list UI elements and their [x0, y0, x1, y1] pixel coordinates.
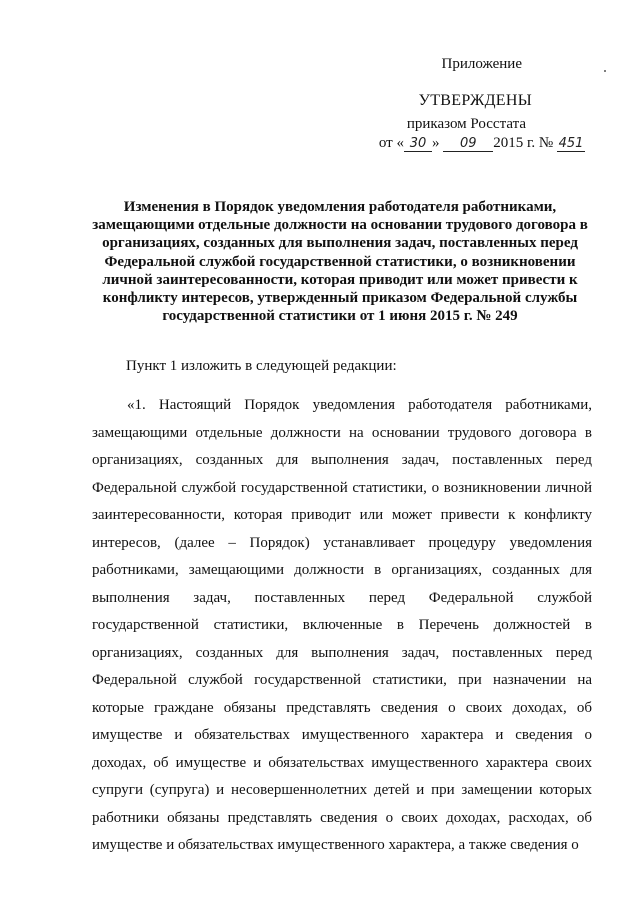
- date-mid: »: [431, 135, 440, 151]
- intro-paragraph: Пункт 1 изложить в следующей редакции:: [126, 358, 397, 374]
- handwritten-month: 09: [443, 137, 493, 152]
- date-year: 2015 г. №: [493, 135, 554, 151]
- document-title: Изменения в Порядок уведомления работодателя работниками, замещающими отдельные должности на основании трудового договора в организациях, созданных для выполнения задач, поставленных перед Федеральной службой государственной статистики, о возникновении личной заинтересованности, которая приводит или может привести к конфликту интересов, утвержденный приказом Федеральной службы государственной статистики от 1 июня 2015 г. № 249: [92, 199, 588, 325]
- date-prefix: от «: [378, 135, 404, 151]
- order-date-line: [379, 135, 585, 152]
- handwritten-order-number: 451: [558, 136, 584, 151]
- scan-speck: [604, 70, 606, 72]
- handwritten-day: 30: [404, 137, 432, 152]
- order-line: приказом Росстата: [406, 116, 526, 132]
- body-paragraph: «1. Настоящий Порядок уведомления работодателя работниками, замещающими отдельные должности на основании трудового договора в организациях, созданных для выполнения задач, поставленных перед Федеральной службой государственной статистики, о возникновении личной заинтересованности, которая приводит или может привести к конфликту интересов, (далее – Порядок) устанавливает процедуру уведомления работниками, замещающими должности в организациях, созданных для выполнения задач, поставленных перед Федеральной службой государственной статистики, включенные в Перечень должностей в организациях, созданных для выполнения задач, поставленных перед Федеральной службой государственной статистики, при назначении на которые граждане обязаны представлять сведения о своих доходах, об имуществе и обязательствах имущественного характера и сведения о доходах, об имуществе и обязательствах имущественного характера своих супруги (супруга) и несовершеннолетних детей и при замещении которых работники обязаны представлять сведения о своих доходах, расходах, об имуществе и обязательствах имущественного характера, а также сведения о: [92, 397, 592, 853]
- appendix-label: Приложение: [441, 56, 522, 72]
- approved-label: УТВЕРЖДЕНЫ: [418, 92, 532, 109]
